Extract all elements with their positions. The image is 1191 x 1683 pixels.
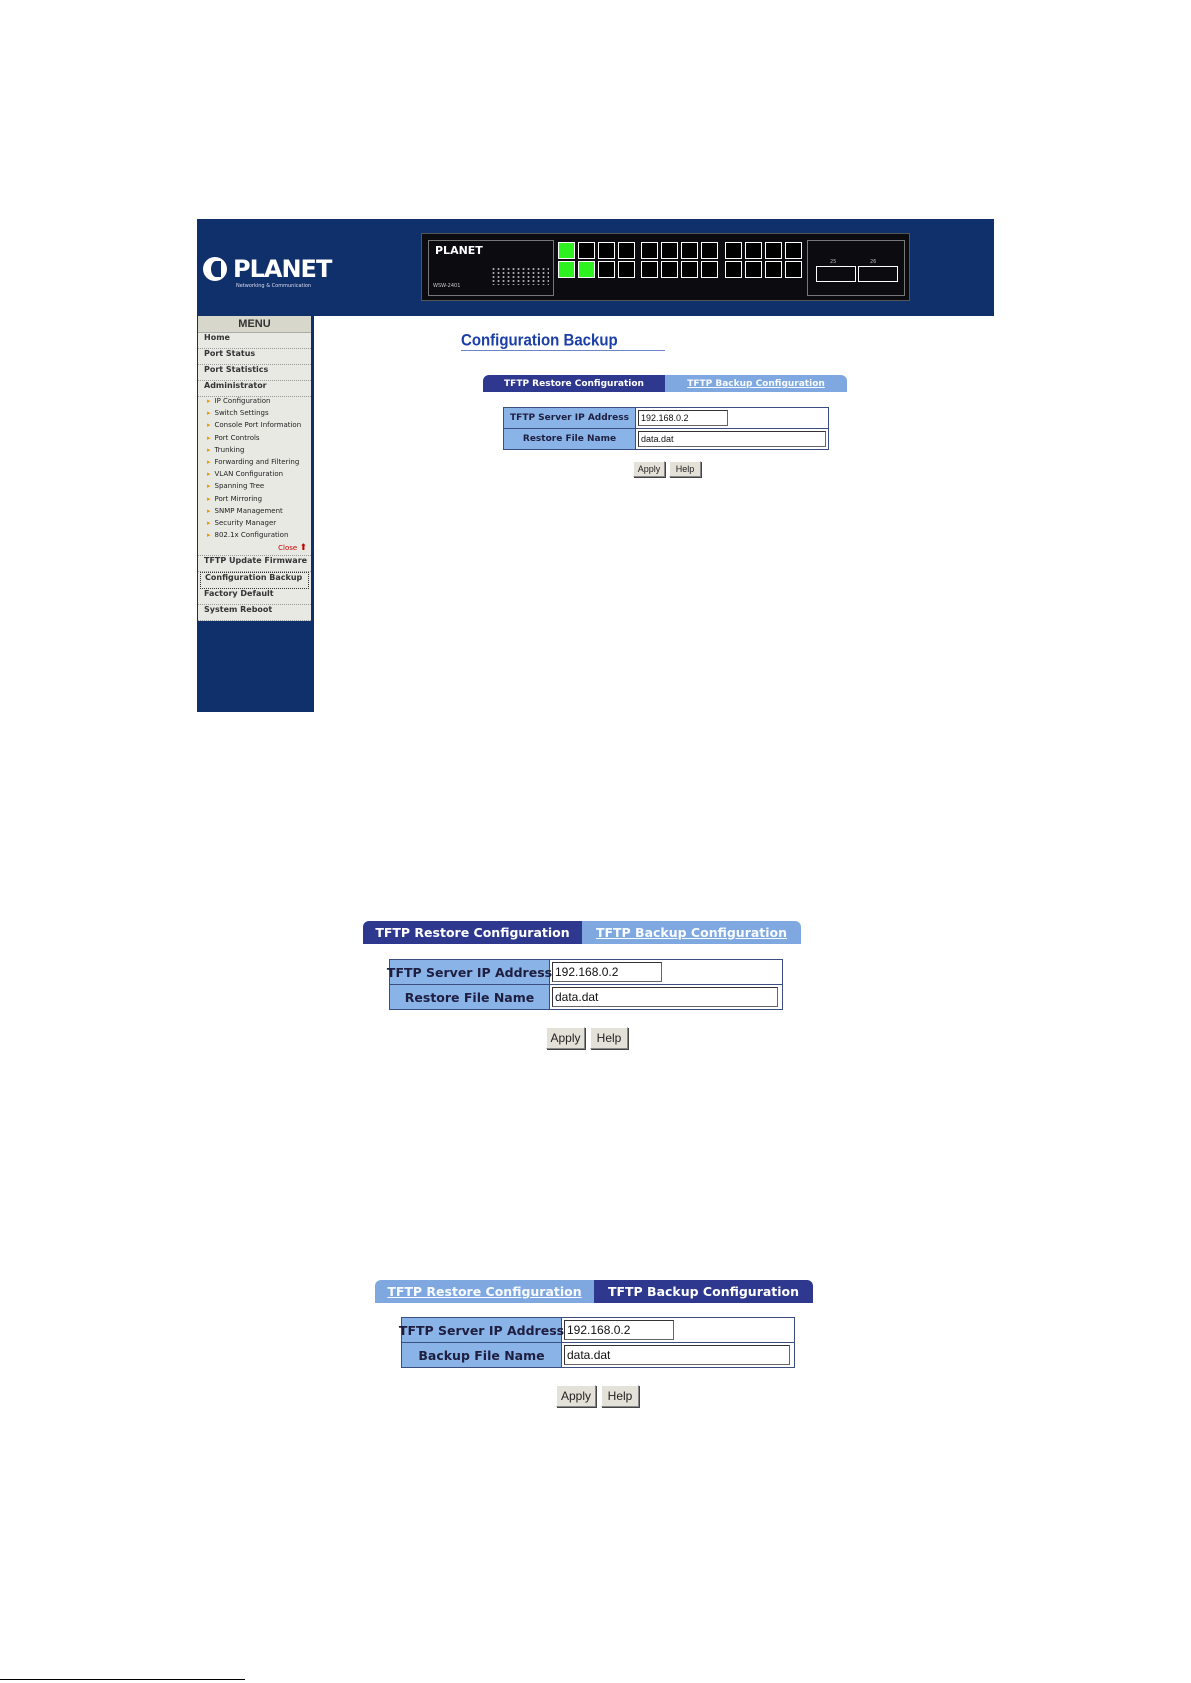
- submenu-label: Trunking: [214, 445, 245, 454]
- menu-panel: [198, 316, 311, 621]
- switch-front-panel: [421, 233, 910, 301]
- submenu-label: VLAN Configuration: [214, 470, 284, 479]
- bullet-icon: ▸: [207, 409, 211, 418]
- help-button[interactable]: Help: [601, 1385, 639, 1407]
- submenu-label: Security Manager: [214, 518, 277, 527]
- port-3: [578, 261, 595, 278]
- led-indicator-grid: [491, 267, 549, 285]
- port-15: [701, 261, 718, 278]
- submenu-item[interactable]: [198, 409, 311, 421]
- submenu-label: Console Port Information: [214, 421, 302, 430]
- sfp-number: 25: [830, 259, 837, 265]
- submenu-item[interactable]: [198, 531, 311, 543]
- bullet-icon: ▸: [207, 531, 211, 540]
- footer-rule: [0, 1679, 245, 1680]
- submenu-label: IP Configuration: [214, 397, 271, 405]
- port-5: [598, 261, 615, 278]
- config-form: [386, 959, 783, 1010]
- form-row-ip: [504, 408, 828, 428]
- restore-file-name-input[interactable]: data.dat: [638, 431, 826, 447]
- submenu-label: Port Mirroring: [214, 494, 263, 503]
- form-row-ip: [386, 960, 782, 984]
- port-14: [681, 242, 698, 259]
- menu-title: MENU: [198, 316, 311, 333]
- close-label: Close: [278, 544, 298, 553]
- port-4: [578, 242, 595, 259]
- port-16: [701, 242, 718, 259]
- port-2: [558, 242, 575, 259]
- bullet-icon: ▸: [207, 397, 211, 405]
- submenu-item[interactable]: [198, 507, 311, 519]
- tftp-server-ip-input[interactable]: 192.168.0.2: [638, 410, 728, 426]
- sfp-port: [816, 266, 856, 282]
- submenu-item[interactable]: [198, 446, 311, 458]
- web-ui-screenshot: [197, 219, 994, 712]
- port-9: [641, 261, 658, 278]
- sfp-port: [858, 266, 898, 282]
- restore-file-name-label: Restore File Name: [504, 429, 636, 449]
- sfp-number: 26: [870, 259, 877, 265]
- config-form: [398, 1317, 795, 1368]
- backup-file-name-input[interactable]: data.dat: [564, 1345, 790, 1365]
- submenu-item[interactable]: [198, 458, 311, 470]
- submenu-item[interactable]: [198, 482, 311, 494]
- switch-model: WSW-2401: [433, 283, 461, 289]
- port-group-1: [558, 242, 636, 278]
- submenu-label: Forwarding and Filtering: [214, 457, 300, 466]
- administrator-submenu: [198, 397, 311, 543]
- port-22: [765, 242, 782, 259]
- submenu-label: Port Controls: [214, 433, 260, 442]
- port-group-2: [641, 242, 719, 278]
- submenu-item[interactable]: [198, 519, 311, 531]
- form-row-file: [390, 984, 782, 1009]
- port-19: [745, 261, 762, 278]
- menu-item-tftp-update-firmware[interactable]: TFTP Update Firmware: [198, 556, 311, 572]
- title-underline: [461, 350, 665, 351]
- bullet-icon: ▸: [207, 506, 211, 515]
- bullet-icon: ▸: [207, 421, 211, 430]
- port-23: [785, 261, 802, 278]
- port-21: [765, 261, 782, 278]
- port-11: [661, 261, 678, 278]
- tftp-server-ip-input[interactable]: 192.168.0.2: [564, 1320, 674, 1340]
- tab-tftp-restore[interactable]: TFTP Restore Configuration: [375, 1280, 594, 1303]
- port-18: [725, 242, 742, 259]
- bullet-icon: ▸: [207, 457, 211, 466]
- port-1: [558, 261, 575, 278]
- bullet-icon: ▸: [207, 494, 211, 503]
- menu-item-home[interactable]: Home: [198, 333, 311, 349]
- submenu-label: 802.1x Configuration: [214, 531, 289, 540]
- help-button[interactable]: Help: [590, 1027, 628, 1049]
- apply-button[interactable]: Apply: [546, 1027, 585, 1049]
- sfp-slot-area: [807, 240, 905, 296]
- submenu-close[interactable]: [198, 543, 311, 556]
- planet-logo: [203, 255, 332, 295]
- port-7: [618, 261, 635, 278]
- bullet-icon: ▸: [207, 482, 211, 491]
- submenu-label: Switch Settings: [214, 409, 269, 418]
- bullet-icon: ▸: [207, 470, 211, 479]
- port-8: [618, 242, 635, 259]
- bullet-icon: ▸: [207, 433, 211, 442]
- header-banner: [197, 219, 994, 316]
- port-6: [598, 242, 615, 259]
- tftp-server-ip-label: TFTP Server IP Address: [402, 1318, 562, 1342]
- submenu-item[interactable]: [198, 397, 311, 409]
- apply-button[interactable]: Apply: [556, 1385, 596, 1407]
- help-button[interactable]: Help: [669, 461, 701, 477]
- port-10: [641, 242, 658, 259]
- form-row-file: [402, 1342, 794, 1367]
- tftp-server-ip-label: TFTP Server IP Address: [504, 408, 636, 428]
- menu-item-factory-default[interactable]: Factory Default: [198, 589, 311, 605]
- menu-item-administrator[interactable]: Administrator: [198, 381, 311, 397]
- form-row-file: [504, 428, 828, 449]
- tab-bar: [363, 921, 801, 944]
- menu-item-configuration-backup[interactable]: Configuration Backup: [200, 572, 309, 589]
- submenu-label: Spanning Tree: [214, 482, 265, 491]
- menu-item-system-reboot[interactable]: System Reboot: [198, 605, 311, 621]
- tab-tftp-restore[interactable]: TFTP Restore Configuration: [483, 375, 665, 392]
- port-group-3: [725, 242, 803, 278]
- tftp-server-ip-label: TFTP Server IP Address: [390, 960, 550, 984]
- tab-bar: [375, 1280, 813, 1303]
- brand-name: PLANET: [233, 255, 332, 283]
- switch-console-area: [428, 240, 554, 296]
- restore-file-name-input[interactable]: data.dat: [552, 987, 778, 1007]
- port-13: [681, 261, 698, 278]
- apply-button[interactable]: Apply: [633, 461, 665, 477]
- sidebar: [197, 316, 314, 712]
- tab-tftp-backup[interactable]: TFTP Backup Configuration: [594, 1280, 813, 1303]
- submenu-item[interactable]: [198, 434, 311, 446]
- menu-item-port-status[interactable]: Port Status: [198, 349, 311, 365]
- brand-tagline: Networking & Communication: [236, 283, 312, 289]
- submenu-label: SNMP Management: [214, 506, 283, 515]
- bullet-icon: ▸: [207, 518, 211, 527]
- bullet-icon: ▸: [207, 445, 211, 454]
- backup-file-name-label: Backup File Name: [402, 1343, 562, 1367]
- config-form: [503, 407, 829, 450]
- up-arrow-icon: ⬆: [299, 543, 307, 554]
- tab-tftp-backup[interactable]: TFTP Backup Configuration: [582, 921, 801, 944]
- switch-brand: PLANET: [435, 244, 483, 257]
- page-title: Configuration Backup: [461, 331, 618, 350]
- submenu-item[interactable]: [198, 495, 311, 507]
- port-12: [661, 242, 678, 259]
- menu-item-port-statistics[interactable]: Port Statistics: [198, 365, 311, 381]
- port-24: [785, 242, 802, 259]
- restore-file-name-label: Restore File Name: [390, 985, 550, 1009]
- submenu-item[interactable]: [198, 421, 311, 433]
- tftp-server-ip-input[interactable]: 192.168.0.2: [552, 962, 662, 982]
- tab-tftp-backup[interactable]: TFTP Backup Configuration: [665, 375, 847, 392]
- port-17: [725, 261, 742, 278]
- port-20: [745, 242, 762, 259]
- tab-bar: [483, 375, 847, 392]
- tab-tftp-restore[interactable]: TFTP Restore Configuration: [363, 921, 582, 944]
- form-row-ip: [398, 1318, 794, 1342]
- submenu-item[interactable]: [198, 470, 311, 482]
- planet-logo-icon: [203, 257, 227, 281]
